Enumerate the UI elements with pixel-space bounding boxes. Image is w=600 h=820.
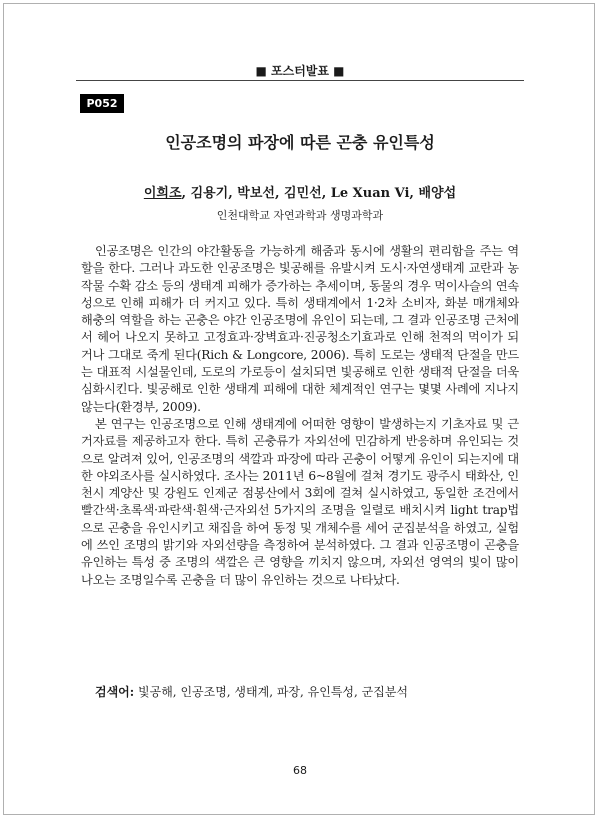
author-list [0, 182, 600, 201]
affiliation: 인천대학교 자연과학과 생명과학과 [216, 209, 384, 222]
co-authors: , 김용기, 박보선, 김민선, Le Xuan Vi, 배양섭 [181, 186, 457, 201]
abstract-paragraph: 본 연구는 인공조명으로 인해 생태계에 어떠한 영향이 발생하는지 기초자료 및 근거자료를 제공하고자 한다. 특히 곤충류가 자외선에 민감하게 반응하며 유인되는 것으로 알려져 있어, 인공조명의 색깔과 파장에 따라 곤충이 어떻게 유인이 되는지에 대한 야외조사를 실시하였다. 조사는 2011년 6~8월에 걸쳐 경기도 광주시 태화산, 인천시 계양산 및 강원도 인제군 점봉산에서 3회에 걸쳐 실시하였고, 동일한 조건에서 빨간색·초록색·파란색·흰색·근자외선 5가지의 조명을 일렬로 배치시켜 light trap법으로 곤충을 유인시키고 채집을 하여 동정 및 개체수를 세어 군집분석을 하였고, 실험에 쓰인 조명의 밝기와 자외선량을 측정하여 분석하였다. 그 결과 인공조명이 곤충을 유인하는 특성 중 조명의 색깔은 큰 영향을 끼치지 않으며, 자외선 영역의 빛이 많이 나오는 조명일수록 곤충을 더 많이 유인하는 것으로 나타났다. [81, 416, 519, 587]
session-code-badge: P052 [80, 94, 124, 113]
running-header: ■ 포스터발표 ■ [255, 64, 345, 78]
header-rule [76, 80, 524, 81]
abstract-paragraph: 인공조명은 인간의 야간활동을 가능하게 해줌과 동시에 생활의 편리함을 주는 역할을 한다. 그러나 과도한 인공조명은 빛공해를 유발시켜 도시·자연생태계 교란과 농작물 수확 감소 등의 생태계 피해가 증가하는 추세이며, 동물의 경우 먹이사슬의 연속성으로 인해 피해가 더 커지고 있다. 특히 생태계에서 1·2차 소비자, 화분 매개체와 해충의 역할을 하는 곤충은 야간 인공조명에 유인이 되는데, 그 결과 인공조명 근처에서 헤어 나오지 못하고 고정효과·장벽효과·진공청소기효과로 인해 천적의 먹이가 되거나 그대로 죽게 된다(Rich & Longcore, 2006). 특히 도로는 생태적 단절을 만드는 대표적 시설물인데, 도로의 가로등이 설치되면 빛공해로 인한 생태적 단절을 더욱 심화시킨다. 빛공해로 인한 생태계 피해에 대한 체계적인 연구는 몇몇 사례에 지나지 않는다(환경부, 2009). [81, 244, 519, 414]
presenting-author: 이희조 [143, 186, 182, 201]
paper-title: 인공조명의 파장에 따른 곤충 유인특성 [165, 133, 435, 152]
keywords-terms: 빛공해, 인공조명, 생태계, 파장, 유인특성, 군집분석 [134, 685, 409, 699]
keywords-label: 검색어: [95, 685, 135, 699]
abstract-body [81, 243, 519, 589]
page-number: 68 [293, 764, 307, 777]
keywords [95, 683, 408, 700]
